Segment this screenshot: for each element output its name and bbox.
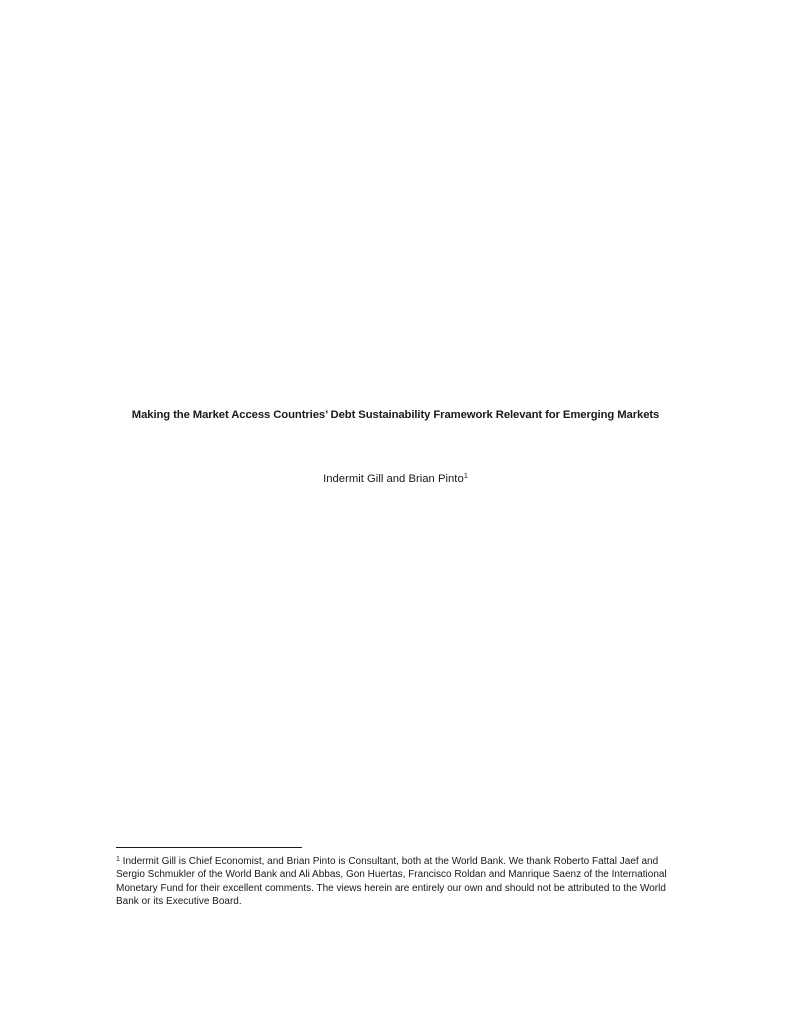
footnote-marker: 1: [116, 856, 120, 863]
paper-title-text: Making the Market Access Countries’ Debt Sustainability Framework Relevant for Emerging Markets: [131, 409, 660, 421]
paper-authors: [0, 471, 791, 487]
paper-title: [0, 407, 791, 423]
footnote: [116, 855, 676, 909]
footnote-reference-marker: 1: [463, 471, 468, 480]
footnote-separator-rule: [116, 847, 302, 848]
authors-text: Indermit Gill and Brian Pinto: [323, 473, 464, 485]
footnote-text: Indermit Gill is Chief Economist, and Brian Pinto is Consultant, both at the World Bank. We thank Roberto Fattal Jaef and Sergio Schmukler of the World Bank and Ali Abbas, Gon Huertas, Francisco Roldan and Manrique Saenz of the International Monetary Fund for their excellent comments. The views herein are entirely our own and should not be attributed to the World Bank or its Executive Board.: [116, 856, 667, 908]
